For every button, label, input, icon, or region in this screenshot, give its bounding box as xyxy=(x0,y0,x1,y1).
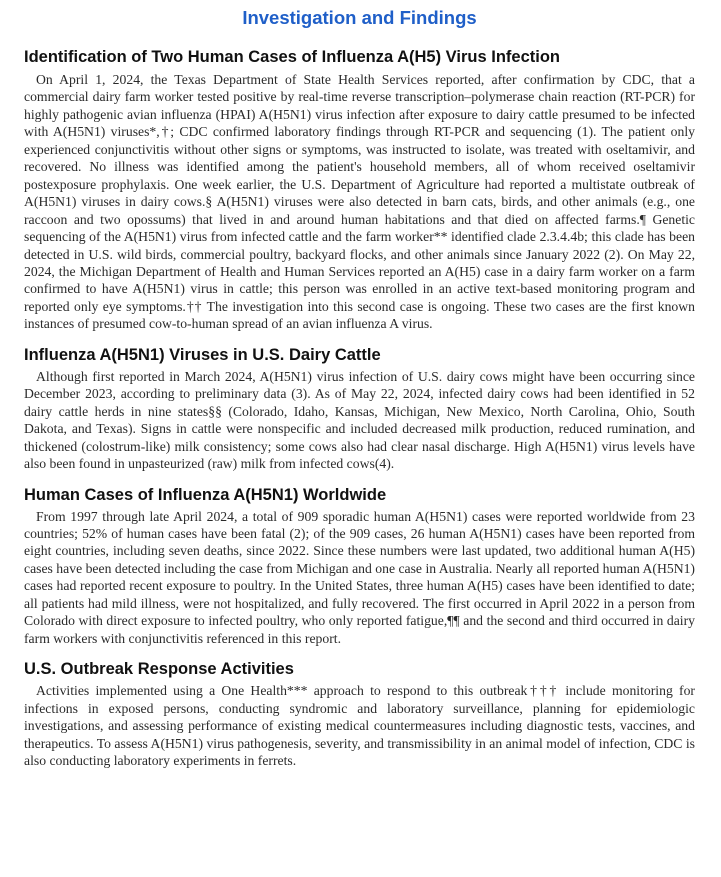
section-heading: Human Cases of Influenza A(H5N1) Worldwide xyxy=(24,485,387,504)
section-human-cases-worldwide xyxy=(24,484,695,648)
section-paragraph: From 1997 through late April 2024, a total of 909 sporadic human A(H5N1) cases were reported worldwide from 23 countries; 52% of human cases have been fatal (2); of the 909 cases, 26 human A(H5N1) cases have been reported from eight countries, including seven deaths, since 2022. Since these numbers were last updated, two additional human A(H5) cases have been detected including the case from Michigan and one case in Australia. Nearly all reported human A(H5N1) cases had reported recent exposure to poultry. In the United States, three human A(H5) cases have been identified to date; all patients had mild illness, were not hospitalized, and fully recovered. The first occurred in April 2022 in a person from Colorado with direct exposure to infected poultry, who only reported fatigue,¶¶ and the second and third occurred in dairy farm workers with conjunctivitis referenced in this report. xyxy=(24,508,695,646)
section-heading: Identification of Two Human Cases of Influenza A(H5) Virus Infection xyxy=(24,48,560,66)
section-paragraph: Although first reported in March 2024, A(H5N1) virus infection of U.S. dairy cows might have been occurring since December 2023, according to preliminary data (3). As of May 22, 2024, infected dairy cows had been identified in 52 dairy cattle herds in nine states§§ (Colorado, Idaho, Kansas, Michigan, New Mexico, North Carolina, Ohio, South Dakota, and Texas). Signs in cattle were nonspecific and included decreased milk production, reduced rumination, and thickened (colostrum-like) milk consistency; some cows also had clear nasal discharge. High A(H5N1) virus levels have also been found in unpasteurized (raw) milk from infected cows(4). xyxy=(24,368,695,472)
section-paragraph: Activities implemented using a One Health*** approach to respond to this outbreak††† include monitoring for infections in exposed persons, conducting syndromic and laboratory surveillance, planning for epidemiologic investigations, and assessing performance of existing medical countermeasures including diagnostic tests, vaccines, and therapeutics. To assess A(H5N1) virus pathogenesis, severity, and transmissibility in an animal model of infection, CDC is also conducting laboratory experiments in ferrets. xyxy=(24,683,695,768)
section-heading: Influenza A(H5N1) Viruses in U.S. Dairy Cattle xyxy=(24,345,381,364)
section-paragraph: On April 1, 2024, the Texas Department of State Health Services reported, after confirmation by CDC, that a commercial dairy farm worker tested positive by real-time reverse transcription–polymerase chain reaction (RT-PCR) for highly pathogenic avian influenza (HPAI) A(H5N1) virus infection after exposure to dairy cattle presumed to be infected with A(H5N1) viruses*,†; CDC confirmed laboratory findings through RT-PCR and sequencing (1). The patient only experienced conjunctivitis without other signs or symptoms, was instructed to isolate, was treated with oseltamivir, and recovered. No illness was identified among the patient's household members, all of whom received oseltamivir postexposure prophylaxis. One week earlier, the U.S. Department of Agriculture had reported a multistate outbreak of A(H5N1) viruses in dairy cows.§ A(H5N1) viruses were also detected in barn cats, birds, and other animals (e.g., one raccoon and two opossums) that lived in and around human habitations and that died on affected farms.¶ Genetic sequencing of the A(H5N1) virus from infected cattle and the farm worker** identified clade 2.3.4.4b; this clade has been detected in U.S. wild birds, commercial poultry, backyard flocks, and other animals since January 2022 (2). On May 22, 2024, the Michigan Department of Health and Human Services reported an A(H5) case in a dairy farm worker on a farm confirmed to have A(H5N1) virus in cattle; this person was enrolled in an active text-based monitoring program and reported only eye symptoms.†† The investigation into this second case is ongoing. These two cases are the first known instances of presumed cow-to-human spread of an avian influenza A virus. xyxy=(24,72,695,332)
section-identification xyxy=(24,46,695,333)
section-outbreak-response xyxy=(24,658,695,769)
section-heading: U.S. Outbreak Response Activities xyxy=(24,660,294,679)
document-title: Investigation and Findings xyxy=(242,7,477,28)
section-dairy-cattle xyxy=(24,344,695,473)
